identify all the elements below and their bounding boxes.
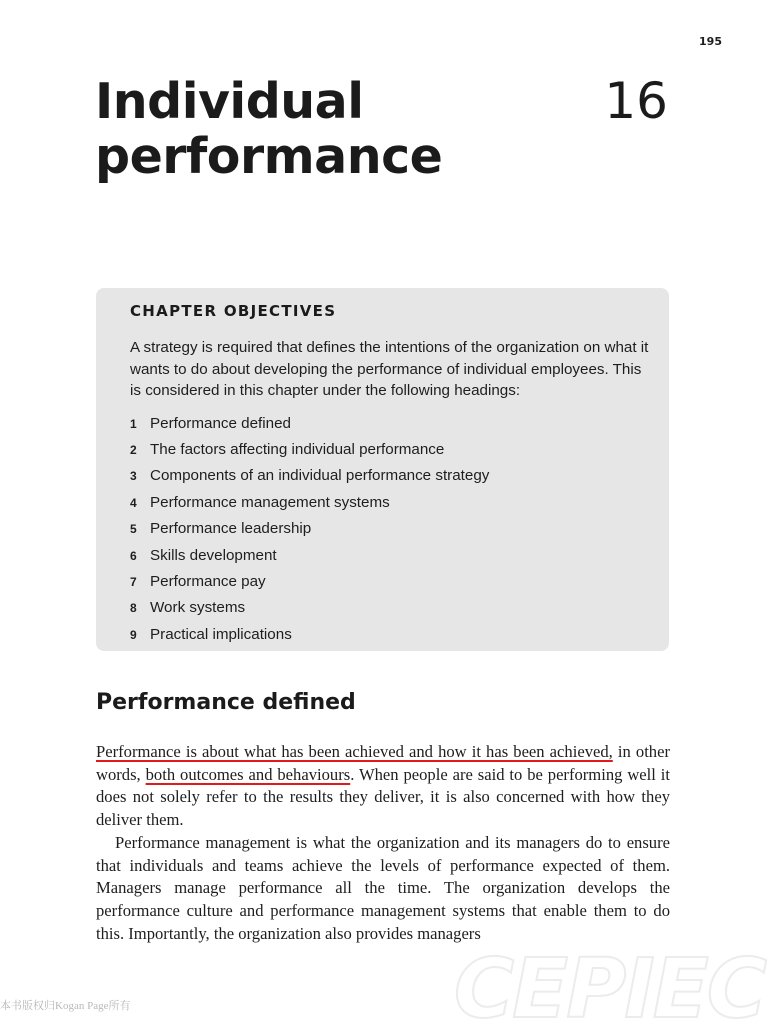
objective-label: Performance management systems bbox=[150, 493, 390, 511]
objective-item bbox=[130, 437, 649, 463]
objective-number: 1 bbox=[130, 416, 137, 431]
objective-item bbox=[130, 569, 649, 595]
chapter-title bbox=[95, 74, 442, 184]
paragraph-1-text-a: in other words, bbox=[96, 742, 670, 784]
paragraph-2: Performance management is what the organization and its managers do to ensure that individuals and teams achieve the levels of performance expected of them. Managers manage performance all the time. The organization develops the performance culture and performance management systems that enable them to do this. Importantly, the organization also provides managers bbox=[96, 832, 670, 943]
paragraph-1-text-b: . When people are said to be performing well it does not solely refer to the results they deliver, it is also concerned with how they deliver them. bbox=[96, 764, 671, 830]
objective-label: Skills development bbox=[150, 546, 277, 564]
copyright-watermark: 本书版权归Kogan Page所有 bbox=[0, 1000, 131, 1012]
objective-item bbox=[130, 516, 649, 542]
objective-number: 5 bbox=[130, 522, 137, 537]
objective-number: 8 bbox=[130, 601, 137, 616]
objective-number: 7 bbox=[130, 574, 137, 589]
chapter-title-line-1: Individual bbox=[95, 73, 364, 130]
objective-label: Performance leadership bbox=[150, 520, 312, 538]
page-number: 195 bbox=[699, 35, 722, 48]
objective-item bbox=[130, 490, 649, 516]
objective-label: Components of an individual performance strategy bbox=[150, 467, 490, 485]
objective-label: Work systems bbox=[150, 599, 246, 617]
objective-number: 4 bbox=[130, 495, 137, 510]
objectives-heading: CHAPTER OBJECTIVES bbox=[130, 302, 337, 320]
objective-item bbox=[130, 622, 649, 648]
objective-item bbox=[130, 411, 649, 437]
objective-label: The factors affecting individual performance bbox=[150, 440, 445, 458]
objectives-list bbox=[130, 411, 649, 649]
objective-item bbox=[130, 543, 649, 569]
objective-number: 6 bbox=[130, 548, 137, 563]
underlined-phrase-2: both outcomes and behaviours bbox=[145, 764, 351, 784]
body-text bbox=[96, 741, 670, 945]
objective-number: 9 bbox=[130, 627, 137, 642]
section-heading: Performance defined bbox=[96, 690, 356, 715]
objective-label: Practical implications bbox=[150, 625, 292, 643]
paragraph-1 bbox=[96, 741, 670, 832]
objective-item bbox=[130, 595, 649, 621]
watermark-logo-text: CEPIEC bbox=[454, 945, 765, 1024]
objective-number: 3 bbox=[130, 469, 137, 484]
objectives-intro: A strategy is required that defines the intentions of the organization on what it wants to do about developing the performance of individual employees. This is considered in this chapter under the following headings: bbox=[130, 339, 649, 399]
objective-label: Performance defined bbox=[150, 414, 291, 432]
objective-number: 2 bbox=[130, 442, 137, 457]
objective-label: Performance pay bbox=[150, 572, 266, 590]
chapter-title-line-2: performance bbox=[95, 128, 443, 185]
underlined-phrase-1: Performance is about what has been achieved and how it has been achieved, bbox=[96, 742, 613, 761]
objective-item bbox=[130, 463, 649, 489]
watermark-logo bbox=[450, 945, 768, 1024]
chapter-number: 16 bbox=[604, 72, 668, 130]
chapter-objectives-box bbox=[96, 288, 669, 651]
